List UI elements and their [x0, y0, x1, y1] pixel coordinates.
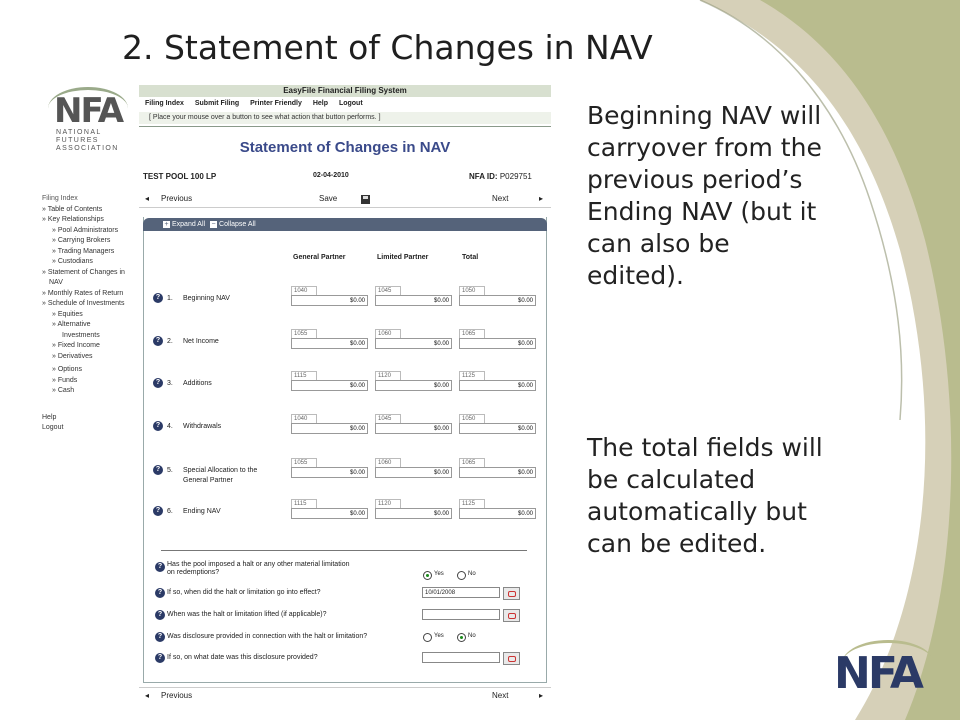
sidebar-item-table-of-contents[interactable]: » Table of Contents — [42, 205, 103, 213]
amount-input[interactable]: $0.00 — [291, 295, 368, 306]
amount-cell — [291, 499, 369, 521]
expand-collapse-bar — [143, 218, 547, 231]
calendar-icon[interactable] — [503, 587, 520, 600]
sidebar-nav — [42, 194, 125, 434]
disclosure-no-label: No — [468, 633, 476, 639]
halt-no-radio[interactable] — [457, 571, 466, 580]
sidebar-item-carrying-brokers[interactable]: » Carrying Brokers — [52, 237, 111, 244]
nav-row — [139, 288, 551, 325]
logo-subtitle: NATIONAL FUTURES ASSOCIATION — [56, 129, 119, 152]
nav-row — [139, 460, 551, 497]
sidebar-item-statement-of-changes[interactable]: » Statement of Changes in — [42, 268, 125, 276]
halt-yes-label: Yes — [434, 571, 444, 577]
sidebar-item-options[interactable]: » Options — [52, 366, 82, 373]
top-nav-bar — [139, 191, 551, 208]
row-label: 2. Net Income — [167, 338, 219, 345]
row-label: 1. Beginning NAV — [167, 295, 230, 302]
next-button[interactable]: Next — [492, 691, 509, 700]
amount-input[interactable]: $0.00 — [459, 338, 536, 349]
amount-cell — [459, 414, 537, 436]
sidebar — [32, 79, 139, 706]
amount-cell — [459, 458, 537, 480]
amount-cell — [291, 286, 369, 308]
sidebar-item-alternative-investments[interactable]: » Alternative — [52, 321, 91, 328]
row-label: 3. Additions — [167, 380, 212, 387]
disclosure-no-radio[interactable] — [457, 633, 466, 642]
line-code: 1120 — [375, 371, 401, 381]
section-divider — [161, 550, 527, 551]
sidebar-item-cash[interactable]: » Cash — [52, 387, 75, 394]
column-header-total: Total — [462, 254, 479, 261]
line-code: 1125 — [459, 371, 485, 381]
line-code: 1125 — [459, 499, 485, 509]
menu-bar — [139, 100, 551, 110]
sidebar-item-fixed-income[interactable]: » Fixed Income — [52, 342, 100, 349]
question-disclosure-text: Was disclosure provided in connection with the halt or limitation? — [167, 633, 368, 640]
question-disclosure — [139, 631, 551, 645]
menu-printer-friendly[interactable]: Printer Friendly — [250, 100, 302, 107]
amount-cell — [375, 499, 453, 521]
menu-logout[interactable]: Logout — [338, 100, 363, 107]
line-code: 1045 — [375, 286, 401, 296]
sidebar-item-logout[interactable]: Logout — [42, 424, 64, 431]
amount-cell — [375, 371, 453, 393]
bottom-nav-bar — [139, 687, 551, 706]
amount-cell — [375, 286, 453, 308]
app-title-bar: EasyFile Financial Filing System — [139, 85, 551, 97]
calendar-icon[interactable] — [503, 652, 520, 665]
help-icon[interactable]: ? — [153, 506, 163, 516]
halt-yes-radio[interactable] — [423, 571, 432, 580]
sidebar-item-pool-administrators[interactable]: » Pool Administrators — [52, 226, 119, 234]
amount-input[interactable]: $0.00 — [291, 508, 368, 519]
logo-text: NFA — [54, 91, 123, 131]
hint-divider — [139, 126, 551, 127]
menu-help[interactable]: Help — [312, 100, 328, 107]
line-code: 1040 — [291, 286, 317, 296]
amount-input[interactable]: $0.00 — [459, 508, 536, 519]
row-label: 4. Withdrawals — [167, 423, 222, 430]
line-code: 1115 — [291, 499, 317, 509]
calendar-icon[interactable] — [503, 609, 520, 622]
amount-input[interactable]: $0.00 — [291, 338, 368, 349]
amount-input[interactable]: $0.00 — [291, 423, 368, 434]
line-code: 1045 — [375, 414, 401, 424]
lifted-date-input[interactable] — [422, 609, 500, 620]
help-icon[interactable]: ? — [153, 336, 163, 346]
help-icon[interactable]: ? — [153, 378, 163, 388]
help-icon[interactable]: ? — [155, 610, 165, 620]
amount-cell — [459, 329, 537, 351]
amount-input[interactable]: $0.00 — [375, 380, 452, 391]
halt-date-input[interactable]: 10/01/2008 — [422, 587, 500, 598]
nfa-corner-logo: NFA — [834, 648, 921, 699]
amount-cell — [375, 458, 453, 480]
sidebar-item-key-relationships[interactable]: » Key Relationships — [42, 216, 104, 223]
halt-no-label: No — [468, 571, 476, 577]
help-icon[interactable]: ? — [153, 465, 163, 475]
amount-input[interactable]: $0.00 — [375, 508, 452, 519]
amount-cell — [375, 329, 453, 351]
question-lifted — [139, 609, 551, 623]
line-code: 1060 — [375, 329, 401, 339]
help-icon[interactable]: ? — [155, 588, 165, 598]
question-halt-date — [139, 587, 551, 601]
amount-input[interactable]: $0.00 — [459, 295, 536, 306]
next-button[interactable]: Next — [492, 194, 509, 203]
slide-title: 2. Statement of Changes in NAV — [122, 28, 653, 67]
hint-bar — [139, 112, 551, 124]
amount-cell — [459, 371, 537, 393]
body-paragraph-2: The total fields will be calculated automatically but can be edited. — [587, 433, 823, 558]
amount-input[interactable]: $0.00 — [459, 380, 536, 391]
nav-row — [139, 331, 551, 368]
question-lifted-text: When was the halt or limitation lifted (if applicable)? — [167, 611, 327, 618]
question-halt — [139, 561, 551, 575]
next-arrow-icon[interactable]: ▸ — [539, 691, 544, 700]
line-code: 1060 — [375, 458, 401, 468]
line-code: 1065 — [459, 458, 485, 468]
column-header-limited-partner: Limited Partner — [377, 254, 429, 261]
help-icon[interactable]: ? — [155, 632, 165, 642]
line-code: 1050 — [459, 286, 485, 296]
sidebar-item-equities[interactable]: » Equities — [52, 310, 83, 318]
collapse-all-button[interactable]: Collapse All — [219, 221, 256, 228]
hint-text: [ Place your mouse over a button to see what action that button performs. ] — [149, 114, 381, 121]
line-code: 1055 — [291, 329, 317, 339]
amount-input[interactable]: $0.00 — [291, 467, 368, 478]
amount-input[interactable]: $0.00 — [375, 467, 452, 478]
question-disclosure-date-text: If so, on what date was this disclosure provided? — [167, 654, 318, 661]
menu-submit-filing[interactable]: Submit Filing — [194, 100, 240, 107]
nfa-id: NFA ID: P029751 — [469, 172, 532, 181]
main-panel — [139, 79, 551, 706]
amount-input[interactable]: $0.00 — [459, 423, 536, 434]
row-label: 5. Special Allocation to the General Partner — [167, 467, 258, 484]
amount-input[interactable]: $0.00 — [459, 467, 536, 478]
help-icon[interactable]: ? — [153, 421, 163, 431]
help-icon[interactable]: ? — [155, 562, 165, 572]
help-icon[interactable]: ? — [155, 653, 165, 663]
previous-button[interactable]: Previous — [161, 194, 193, 203]
help-icon[interactable]: ? — [153, 293, 163, 303]
amount-input[interactable]: $0.00 — [291, 380, 368, 391]
prev-arrow-icon[interactable]: ◂ — [145, 691, 150, 700]
line-code: 1040 — [291, 414, 317, 424]
line-code: 1065 — [459, 329, 485, 339]
sidebar-item-funds[interactable]: » Funds — [52, 376, 78, 384]
nav-row — [139, 373, 551, 410]
amount-cell — [291, 414, 369, 436]
filing-date: 02-04-2010 — [313, 172, 349, 179]
amount-input[interactable]: $0.00 — [375, 295, 452, 306]
pool-info-bar — [139, 172, 551, 184]
sidebar-item-custodians[interactable]: » Custodians — [52, 258, 93, 265]
floppy-disk-icon[interactable] — [361, 195, 370, 204]
amount-cell — [459, 499, 537, 521]
amount-cell — [291, 458, 369, 480]
nav-row — [139, 501, 551, 538]
row-label: 6. Ending NAV — [167, 508, 221, 515]
question-halt-text: Has the pool imposed a halt or any other material limitation on redemptions? — [167, 561, 350, 576]
expand-all-button[interactable]: Expand All — [172, 221, 206, 228]
body-paragraph-1: Beginning NAV will carryover from the previous period’s Ending NAV (but it can also be edited). — [587, 101, 822, 290]
disclosure-yes-radio[interactable] — [423, 633, 432, 642]
save-button[interactable]: Save — [319, 194, 338, 203]
collapse-icon[interactable]: − — [211, 220, 216, 228]
pool-name: TEST POOL 100 LP — [143, 172, 217, 181]
previous-button[interactable]: Previous — [161, 691, 193, 700]
sidebar-item-monthly-rates[interactable]: » Monthly Rates of Return — [42, 289, 124, 297]
amount-input[interactable]: $0.00 — [375, 338, 452, 349]
column-header-general-partner: General Partner — [293, 254, 346, 261]
disclosure-date-input[interactable] — [422, 652, 500, 663]
nfa-logo — [44, 87, 130, 159]
amount-cell — [375, 414, 453, 436]
sidebar-item-trading-managers[interactable]: » Trading Managers — [52, 247, 115, 255]
expand-icon[interactable]: + — [164, 220, 169, 228]
line-code: 1120 — [375, 499, 401, 509]
question-disclosure-date — [139, 652, 551, 666]
amount-input[interactable]: $0.00 — [375, 423, 452, 434]
prev-arrow-icon[interactable]: ◂ — [145, 194, 150, 203]
line-code: 1050 — [459, 414, 485, 424]
page-title: Statement of Changes in NAV — [239, 139, 451, 156]
nav-row — [139, 416, 551, 453]
menu-filing-index[interactable]: Filing Index — [145, 100, 184, 107]
sidebar-item-help[interactable]: Help — [42, 413, 57, 421]
question-halt-date-text: If so, when did the halt or limitation go into effect? — [167, 589, 321, 596]
sidebar-item-statement-of-changes-cont[interactable]: NAV — [49, 279, 63, 286]
disclosure-yes-label: Yes — [434, 633, 444, 639]
amount-cell — [291, 329, 369, 351]
amount-cell — [459, 286, 537, 308]
sidebar-item-filing-index[interactable]: Filing Index — [42, 195, 78, 202]
amount-cell — [291, 371, 369, 393]
line-code: 1055 — [291, 458, 317, 468]
next-arrow-icon[interactable]: ▸ — [539, 194, 544, 203]
app-screenshot — [32, 79, 551, 706]
line-code: 1115 — [291, 371, 317, 381]
sidebar-item-derivatives[interactable]: » Derivatives — [52, 352, 93, 360]
slide-body — [587, 100, 827, 558]
sidebar-item-alternative-investments-cont[interactable]: Investments — [62, 331, 100, 339]
sidebar-item-schedule-of-investments[interactable]: » Schedule of Investments — [42, 300, 125, 307]
